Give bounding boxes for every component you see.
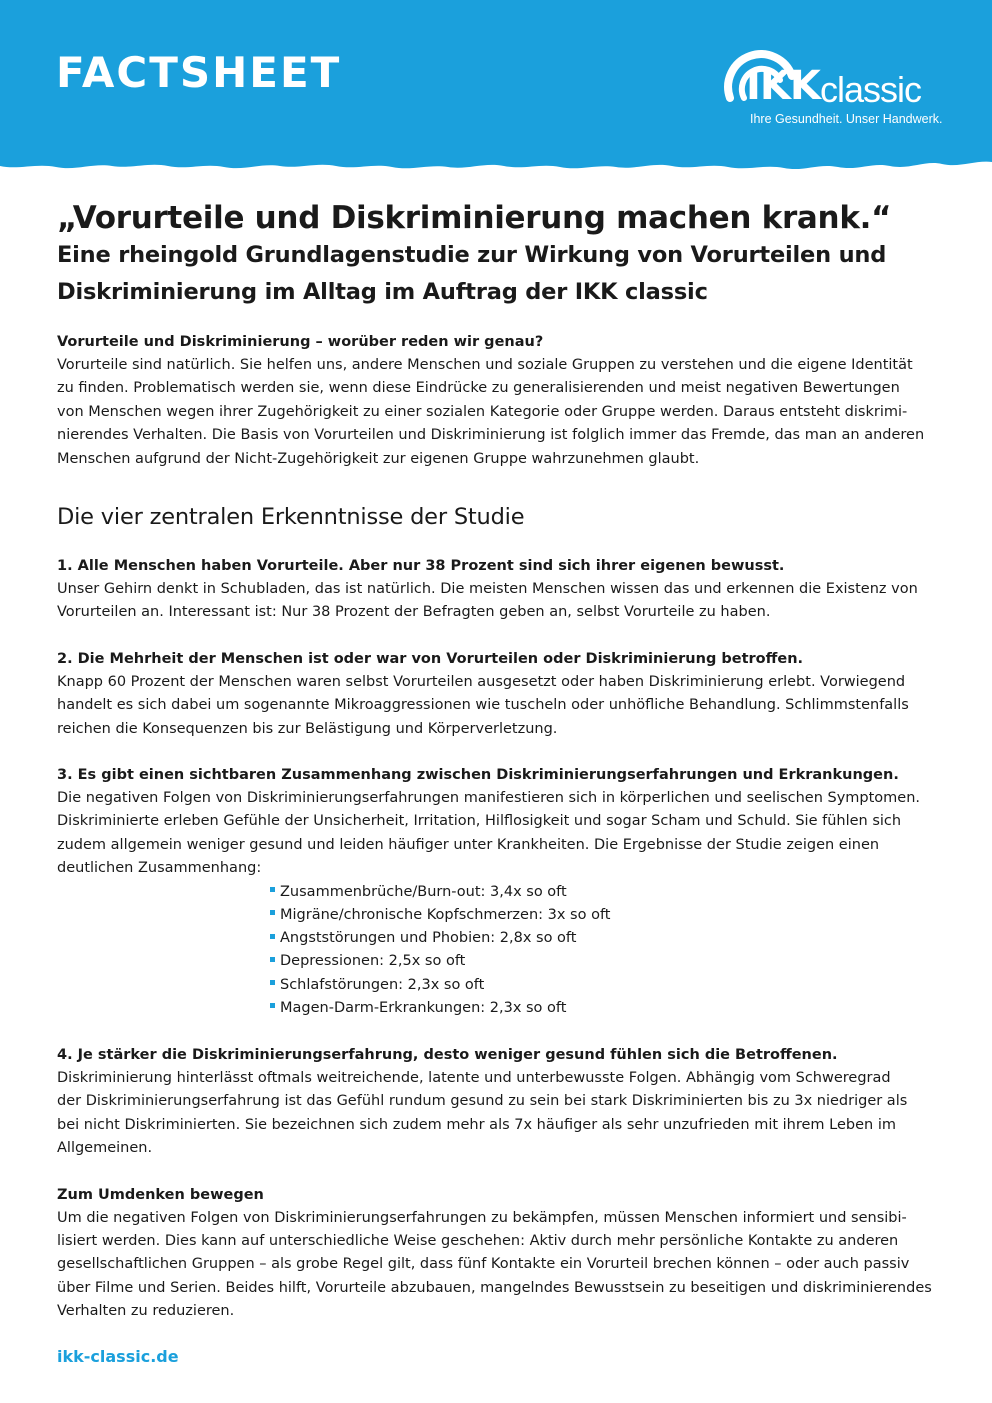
- bullet-square-icon: [270, 980, 275, 985]
- finding-heading: 3. Es gibt einen sichtbaren Zusammenhang zwischen Diskriminierungserfahrungen und Erkrankungen.: [57, 767, 899, 784]
- text-line: deutlichen Zusammenhang:: [57, 860, 262, 877]
- text-line: lisiert werden. Dies kann auf unterschiedliche Weise geschehen: Aktiv durch mehr persönliche Kontakte zu anderen: [57, 1232, 899, 1249]
- page-subtitle: [57, 237, 937, 311]
- intro-text: [57, 354, 937, 471]
- text-line: über Filme und Serien. Beides hilft, Vorurteile abzubauen, mangelndes Bewusstsein zu beseitigen und diskriminierendes: [57, 1279, 932, 1296]
- text-line: Verhalten zu reduzieren.: [57, 1303, 235, 1320]
- text-line: bei nicht Diskriminierten. Sie bezeichnen sich zudem mehr als 7x häufiger als sehr unzufrieden mit ihrem Leben im: [57, 1116, 896, 1133]
- text-line: reichen die Konsequenzen bis zur Belästigung und Körperverletzung.: [57, 720, 558, 737]
- finding-text: [57, 1067, 937, 1161]
- bullet-square-icon: [270, 934, 275, 939]
- finding-text: [57, 787, 937, 881]
- text-line: Unser Gehirn denkt in Schubladen, das ist natürlich. Die meisten Menschen wissen das und erkennen die Existenz von: [57, 581, 918, 598]
- finding-text: [57, 578, 937, 625]
- finding-heading: 4. Je stärker die Diskriminierungserfahrung, desto weniger gesund fühlen sich die Betroffenen.: [57, 1046, 838, 1063]
- subtitle-line: Eine rheingold Grundlagenstudie zur Wirkung von Vorurteilen und: [57, 242, 887, 268]
- text-line: Die negativen Folgen von Diskriminierungserfahrungen manifestieren sich in körperlichen und seelischen Symptomen.: [57, 790, 921, 807]
- finding-1: [57, 555, 937, 625]
- text-line: Vorurteile sind natürlich. Sie helfen uns, andere Menschen und soziale Gruppen zu verstehen und die eigene Identität: [57, 357, 913, 373]
- text-line: nierendes Verhalten. Die Basis von Vorurteilen und Diskriminierung ist folglich immer das Fremde, das man an anderen: [57, 427, 925, 444]
- main-content: [57, 196, 937, 1324]
- list-item: Angststörungen und Phobien: 2,8x so oft: [270, 927, 937, 950]
- page-title: „Vorurteile und Diskriminierung machen krank.“: [57, 200, 892, 236]
- logo-brand-text: IKK: [746, 63, 820, 109]
- finding-2: [57, 648, 937, 741]
- text-line: handelt es sich dabei um sogenannte Mikroaggressionen wie tuscheln oder unhöfliche Behandlung. Schlimmstenfalls: [57, 697, 909, 714]
- intro-heading: Vorurteile und Diskriminierung – worüber reden wir genau?: [57, 334, 544, 350]
- closing-heading: Zum Umdenken bewegen: [57, 1186, 264, 1203]
- closing-section: [57, 1184, 937, 1324]
- finding-3: [57, 764, 937, 1020]
- finding-4: [57, 1044, 937, 1161]
- list-item: Schlafstörungen: 2,3x so oft: [270, 974, 937, 997]
- bullet-square-icon: [270, 1003, 275, 1008]
- factsheet-label: FACTSHEET: [56, 48, 342, 97]
- list-item: Zusammenbrüche/Burn-out: 3,4x so oft: [270, 881, 937, 904]
- text-line: der Diskriminierungserfahrung ist das Gefühl rundum gesund zu sein bei stark Diskriminierten bis zu 3x niedriger als: [57, 1093, 908, 1110]
- header-banner: [0, 0, 992, 180]
- list-item: Magen-Darm-Erkrankungen: 2,3x so oft: [270, 997, 937, 1020]
- list-item: Depressionen: 2,5x so oft: [270, 950, 937, 973]
- bullet-square-icon: [270, 910, 275, 915]
- text-line: Diskriminierung hinterlässt oftmals weitreichende, latente und unterbewusste Folgen. Abhängig vom Schweregrad: [57, 1069, 891, 1086]
- text-line: Diskriminierte erleben Gefühle der Unsicherheit, Irritation, Hilflosigkeit und sogar Scham und Schuld. Sie fühlen sich: [57, 813, 902, 830]
- finding-heading: 2. Die Mehrheit der Menschen ist oder war von Vorurteilen oder Diskriminierung betroffen.: [57, 650, 804, 667]
- text-line: gesellschaftlichen Gruppen – als grobe Regel gilt, dass fünf Kontakte ein Vorurteil brechen können – oder auch passiv: [57, 1256, 910, 1273]
- logo-classic-text: classic: [820, 69, 922, 110]
- symptom-list: [57, 881, 937, 1020]
- logo-tagline: Ihre Gesundheit. Unser Handwerk.: [750, 112, 943, 126]
- section-heading: Die vier zentralen Erkenntnisse der Studie: [57, 504, 525, 531]
- text-line: Allgemeinen.: [57, 1140, 153, 1157]
- text-line: Vorurteilen an. Interessant ist: Nur 38 Prozent der Befragten geben an, selbst Vorurteile zu haben.: [57, 604, 771, 621]
- finding-text: [57, 671, 937, 741]
- intro-section: [57, 331, 937, 471]
- finding-heading: 1. Alle Menschen haben Vorurteile. Aber nur 38 Prozent sind sich ihrer eigenen bewusst.: [57, 558, 785, 575]
- list-item: Migräne/chronische Kopfschmerzen: 3x so oft: [270, 904, 937, 927]
- ikk-classic-logo[interactable]: [720, 36, 943, 130]
- bullet-square-icon: [270, 957, 275, 962]
- text-line: zudem allgemein weniger gesund und leiden häufiger unter Krankheiten. Die Ergebnisse der Studie zeigen einen: [57, 836, 880, 853]
- text-line: Knapp 60 Prozent der Menschen waren selbst Vorurteilen ausgesetzt oder haben Diskriminierung erlebt. Vorwiegend: [57, 673, 906, 690]
- bullet-square-icon: [270, 887, 275, 892]
- text-line: zu finden. Problematisch werden sie, wenn diese Eindrücke zu generalisierenden und meist negativen Bewertungen: [57, 380, 900, 397]
- text-line: Menschen aufgrund der Nicht-Zugehörigkeit zur eigenen Gruppe wahrzunehmen glaubt.: [57, 450, 700, 467]
- subtitle-line: Diskriminierung im Alltag im Auftrag der IKK classic: [57, 279, 708, 305]
- closing-text: [57, 1207, 937, 1324]
- text-line: Um die negativen Folgen von Diskriminierungserfahrungen zu bekämpfen, müssen Menschen informiert und sensibi-: [57, 1209, 907, 1226]
- text-line: von Menschen wegen ihrer Zugehörigkeit zu einer sozialen Kategorie oder Gruppe werden. Daraus entsteht diskrimi-: [57, 403, 908, 420]
- website-link[interactable]: ikk-classic.de: [57, 1347, 179, 1366]
